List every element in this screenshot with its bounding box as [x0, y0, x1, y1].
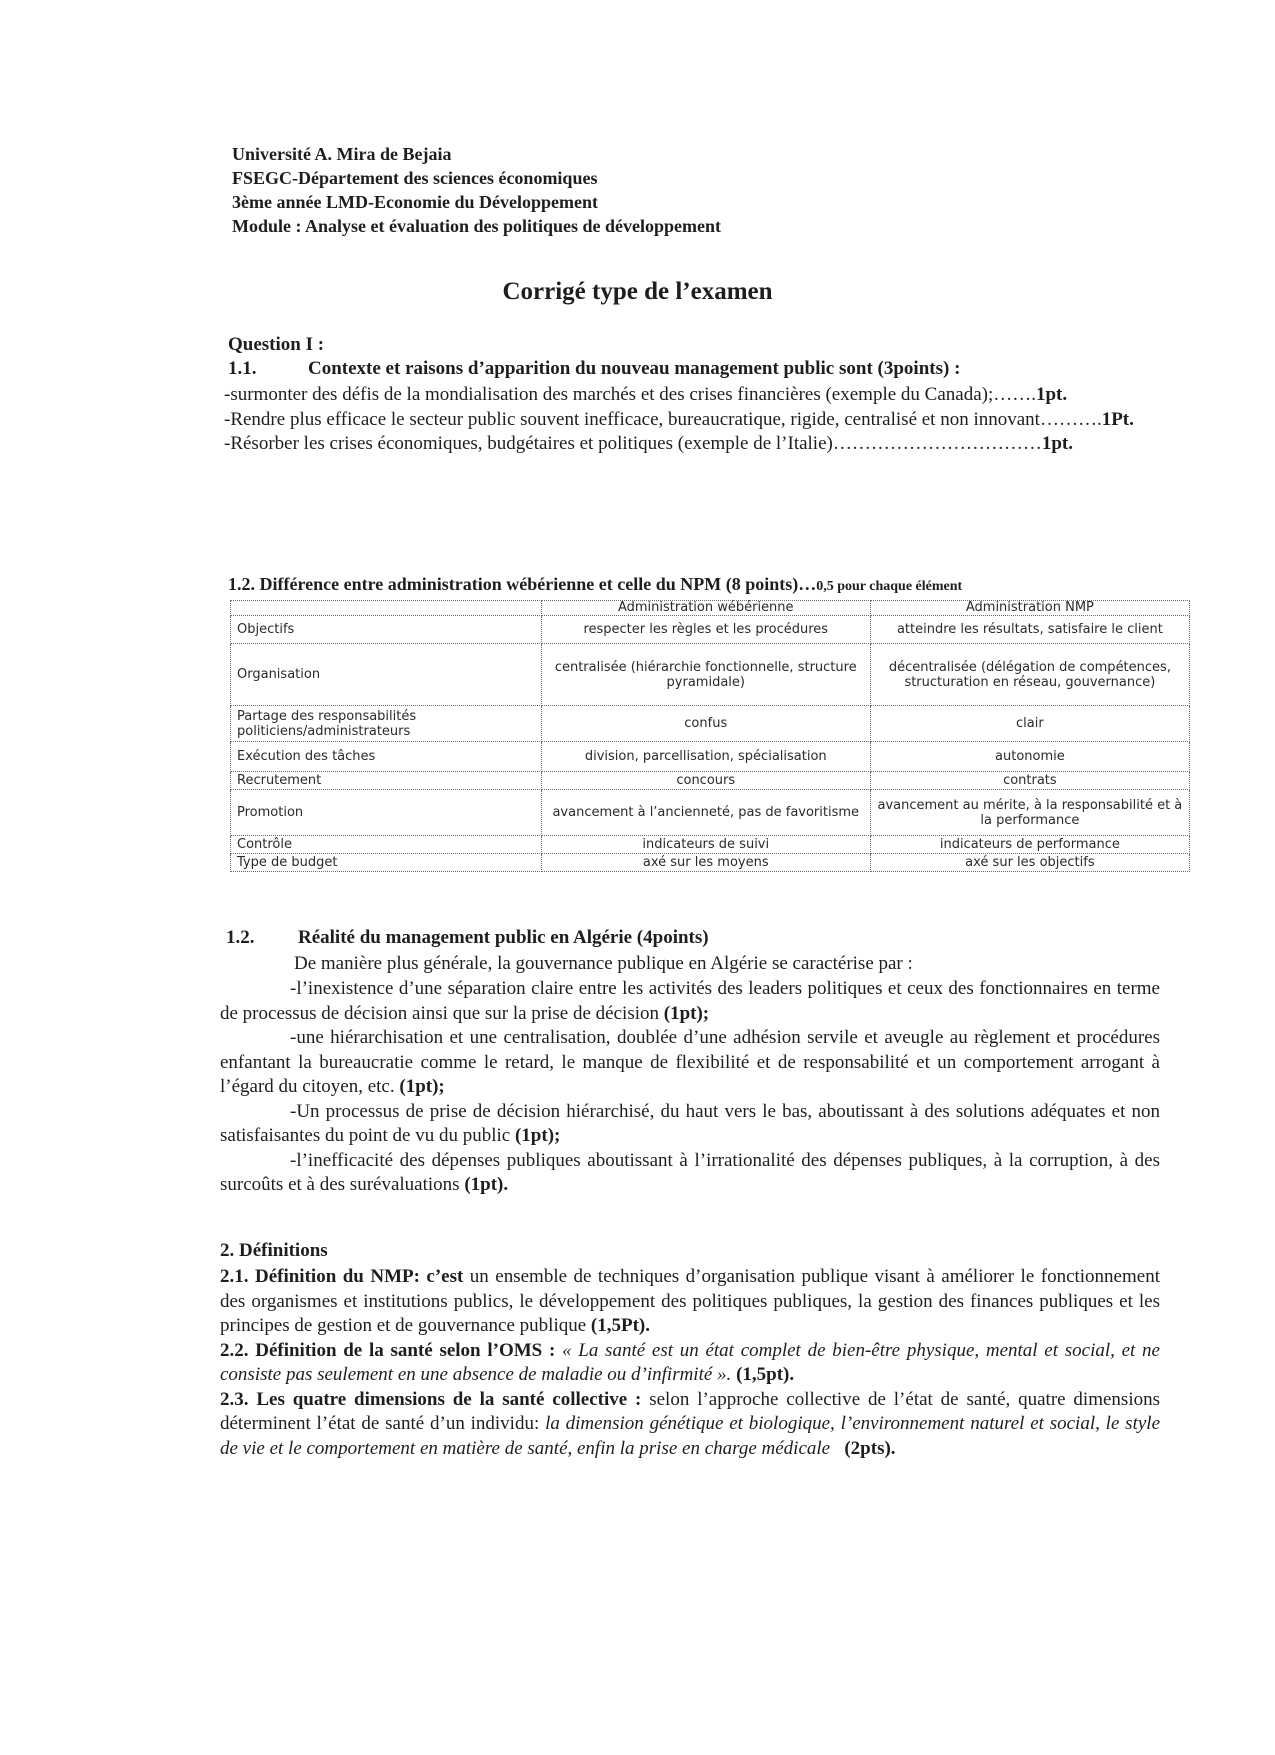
- row-label: Recrutement: [231, 772, 542, 790]
- row-label: Promotion: [231, 790, 542, 836]
- section-1-3-intro: De manière plus générale, la gouvernance publique en Algérie se caractérise par :: [294, 953, 913, 974]
- definition-nmp: 2.1. Définition du NMP: c’est un ensemble de techniques d’organisation publique visant à améliorer le fonctionnement des organismes et institutions publics, le développement des politiques publiques, la gestion des finances publiques et les principes de gestion et de gouvernance publique (1,5Pt).: [220, 1266, 1160, 1336]
- section-1-1-title: Contexte et raisons d’apparition du nouveau management public sont (3points) :: [308, 358, 961, 379]
- table-header-cell: Administration wébérienne: [541, 601, 870, 616]
- table-header-cell: [231, 601, 542, 616]
- list-item: -une hiérarchisation et une centralisation, doublée d’une adhésion servile et aveugle au règlement et procédures enfantant la bureaucratie comme le retard, le manque de flexibilité et de responsabilité et un comportement arrogant à l’égard du citoyen, etc. (1pt);: [220, 1027, 1160, 1097]
- weber-cell: confus: [541, 706, 870, 742]
- table-row: [231, 742, 1190, 772]
- nmp-cell: contrats: [870, 772, 1189, 790]
- section-1-2-title: 1.2. Différence entre administration wébérienne et celle du NPM (8 points)…: [228, 574, 817, 594]
- table-header-row: [231, 601, 1190, 616]
- weber-cell: respecter les règles et les procédures: [541, 616, 870, 644]
- comparison-table: [230, 600, 1190, 872]
- nmp-cell: décentralisée (délégation de compétences, structuration en réseau, gouvernance): [870, 644, 1189, 706]
- table-row: [231, 854, 1190, 872]
- section-1-1-items: [224, 383, 1169, 457]
- table-header-cell: Administration NMP: [870, 601, 1189, 616]
- document-header: [232, 142, 721, 238]
- definitions-body: [220, 1265, 1160, 1461]
- section-1-2-heading: [228, 574, 962, 595]
- list-item: -Résorber les crises économiques, budgétaires et politiques (exemple de l’Italie)……………………………1pt.: [224, 433, 1074, 454]
- section-1-3-heading: [226, 927, 709, 949]
- row-label: Type de budget: [231, 854, 542, 872]
- nmp-cell: indicateurs de performance: [870, 836, 1189, 854]
- weber-cell: axé sur les moyens: [541, 854, 870, 872]
- nmp-cell: clair: [870, 706, 1189, 742]
- list-item: -Rendre plus efficace le secteur public souvent inefficace, bureaucratique, rigide, centralisé et non innovant……….1Pt.: [224, 408, 1134, 430]
- table-row: [231, 706, 1190, 742]
- row-label: Exécution des tâches: [231, 742, 542, 772]
- table-row: [231, 772, 1190, 790]
- weber-cell: indicateurs de suivi: [541, 836, 870, 854]
- list-item: -l’inefficacité des dépenses publiques aboutissant à l’irrationalité des dépenses publiques, à la corruption, à des surcoûts et à des surévaluations (1pt).: [220, 1149, 1160, 1195]
- question-label: Question I :: [228, 334, 325, 355]
- section-1-3-title: Réalité du management public en Algérie (4points): [298, 927, 709, 948]
- weber-cell: avancement à l’ancienneté, pas de favoritisme: [541, 790, 870, 836]
- nmp-cell: axé sur les objectifs: [870, 854, 1189, 872]
- section-1-3-number: 1.2.: [226, 927, 255, 948]
- table-row: [231, 836, 1190, 854]
- section-1-3-body: [224, 952, 1160, 977]
- section-1-2-note: 0,5 pour chaque élément: [816, 579, 963, 594]
- list-item: -surmonter des défis de la mondialisation des marchés et des crises financières (exemple du Canada);…….1pt.: [224, 384, 1068, 405]
- definition-oms: 2.2. Définition de la santé selon l’OMS : « La santé est un état complet de bien-être physique, mental et social, et ne consiste pas seulement en une absence de maladie ou d’infirmité ». (1,5pt).: [220, 1339, 1160, 1385]
- definition-dimensions: 2.3. Les quatre dimensions de la santé collective : selon l’approche collective de l’état de santé, quatre dimensions déterminent l’état de santé d’un individu: la dimension génétique et biologique, l’environnement naturel et social, le style de vie et le comportement en matière de santé, enfin la prise en charge médicale (2pts).: [220, 1388, 1161, 1459]
- section-1-1-number: 1.1.: [228, 358, 257, 379]
- header-department: FSEGC-Département des sciences économiques: [232, 168, 598, 188]
- row-label: Organisation: [231, 644, 542, 706]
- nmp-cell: autonomie: [870, 742, 1189, 772]
- section-1-3-items: [220, 977, 1160, 1198]
- weber-cell: concours: [541, 772, 870, 790]
- table-row: [231, 790, 1190, 836]
- header-university: Université A. Mira de Bejaia: [232, 144, 452, 164]
- nmp-cell: atteindre les résultats, satisfaire le client: [870, 616, 1189, 644]
- list-item: -Un processus de prise de décision hiérarchisé, du haut vers le bas, aboutissant à des solutions adéquates et non satisfaisantes du point de vu du public (1pt);: [220, 1100, 1160, 1146]
- weber-cell: division, parcellisation, spécialisation: [541, 742, 870, 772]
- row-label: Partage des responsabilités politiciens/administrateurs: [231, 706, 542, 742]
- header-year: 3ème année LMD-Economie du Développement: [232, 192, 598, 212]
- nmp-cell: avancement au mérite, à la responsabilité et à la performance: [870, 790, 1189, 836]
- table-row: [231, 644, 1190, 706]
- list-item: -l’inexistence d’une séparation claire entre les activités des leaders politiques et ceux des fonctionnaires en terme de processus de décision ainsi que sur la prise de décision (1pt);: [220, 978, 1160, 1024]
- header-module: Module : Analyse et évaluation des politiques de développement: [232, 216, 722, 236]
- definitions-heading: 2. Définitions: [220, 1240, 328, 1261]
- table-row: [231, 616, 1190, 644]
- weber-cell: centralisée (hiérarchie fonctionnelle, structure pyramidale): [541, 644, 870, 706]
- section-1-1-heading: [228, 358, 960, 380]
- row-label: Contrôle: [231, 836, 542, 854]
- page-title: Corrigé type de l’examen: [502, 278, 773, 305]
- row-label: Objectifs: [231, 616, 542, 644]
